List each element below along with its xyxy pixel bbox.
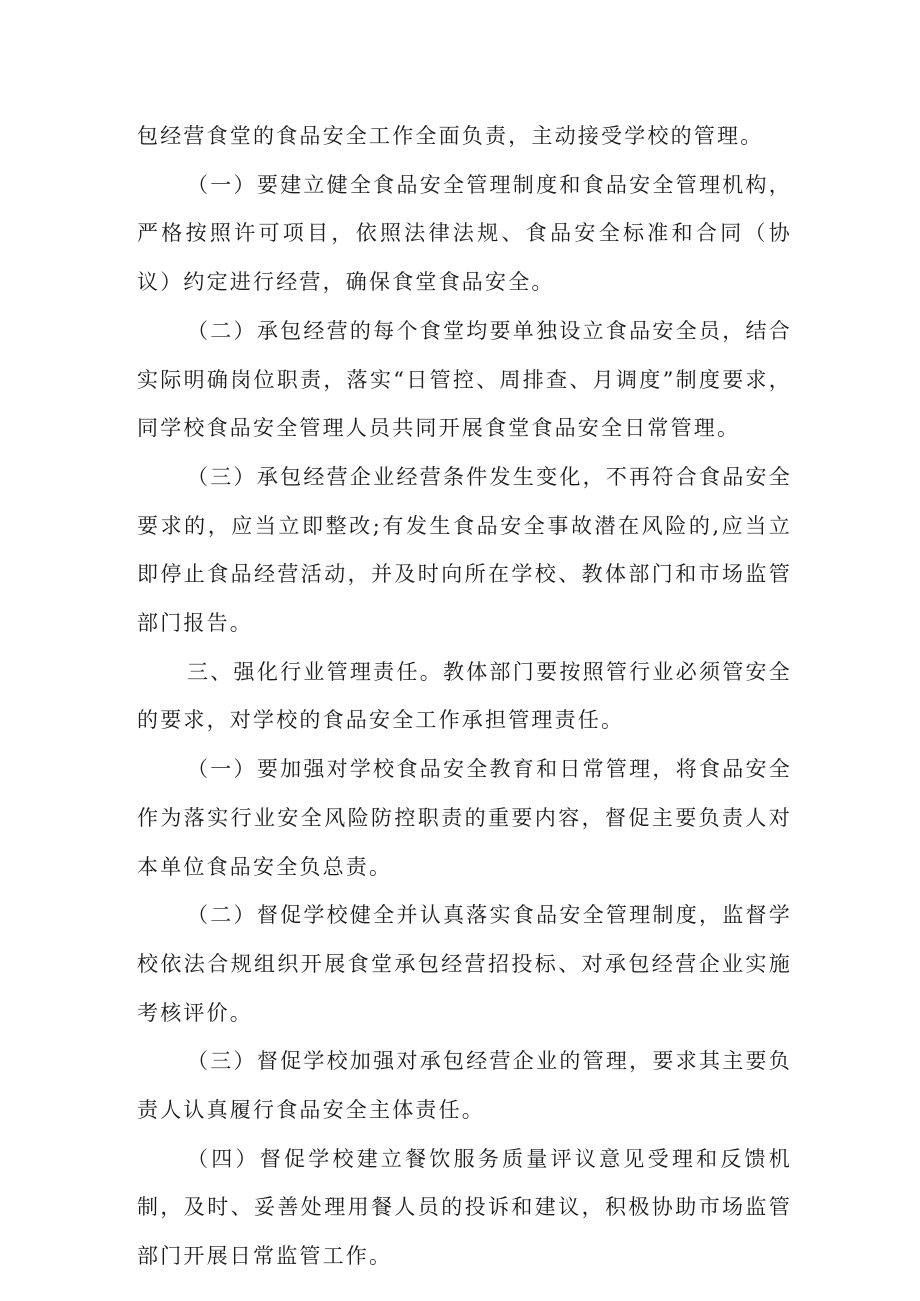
paragraph-clause-3-4: （四）督促学校建立餐饮服务质量评议意见受理和反馈机制，及时、妥善处理用餐人员的投诉和建议，积极协助市场监管部门开展日常监管工作。: [137, 1146, 792, 1269]
paragraph-clause-2-2: （二）承包经营的每个食堂均要单独设立食品安全员，结合实际明确岗位职责，落实“日管控、周排查、月调度”制度要求，同学校食品安全管理人员共同开展食堂食品安全日常管理。: [137, 318, 792, 441]
paragraph-clause-3-3: （三）督促学校加强对承包经营企业的管理，要求其主要负责人认真履行食品安全主体责任。: [137, 1049, 792, 1123]
paragraph-clause-2-3: （三）承包经营企业经营条件发生变化，不再符合食品安全要求的，应当立即整改;有发生食品安全事故潜在风险的,应当立即停止食品经营活动，并及时向所在学校、教体部门和市场监管部门报告。: [137, 464, 792, 636]
paragraph-clause-3-1: （一）要加强对学校食品安全教育和日常管理，将食品安全作为落实行业安全风险防控职责的重要内容，督促主要负责人对本单位食品安全负总责。: [137, 757, 792, 879]
document-body: [137, 112, 792, 1281]
paragraph-clause-3-2: （二）督促学校健全并认真落实食品安全管理制度，监督学校依法合规组织开展食堂承包经营招投标、对承包经营企业实施考核评价。: [137, 903, 792, 1025]
paragraph-clause-2-1: （一）要建立健全食品安全管理制度和食品安全管理机构，严格按照许可项目，依照法律法规、食品安全标准和合同（协议）约定进行经营，确保食堂食品安全。: [137, 172, 792, 295]
section-heading-3: 三、强化行业管理责任。教体部门要按照管行业必须管安全的要求，对学校的食品安全工作承担管理责任。: [137, 659, 792, 733]
paragraph-continuation: 包经营食堂的食品安全工作全面负责，主动接受学校的管理。: [137, 124, 764, 148]
